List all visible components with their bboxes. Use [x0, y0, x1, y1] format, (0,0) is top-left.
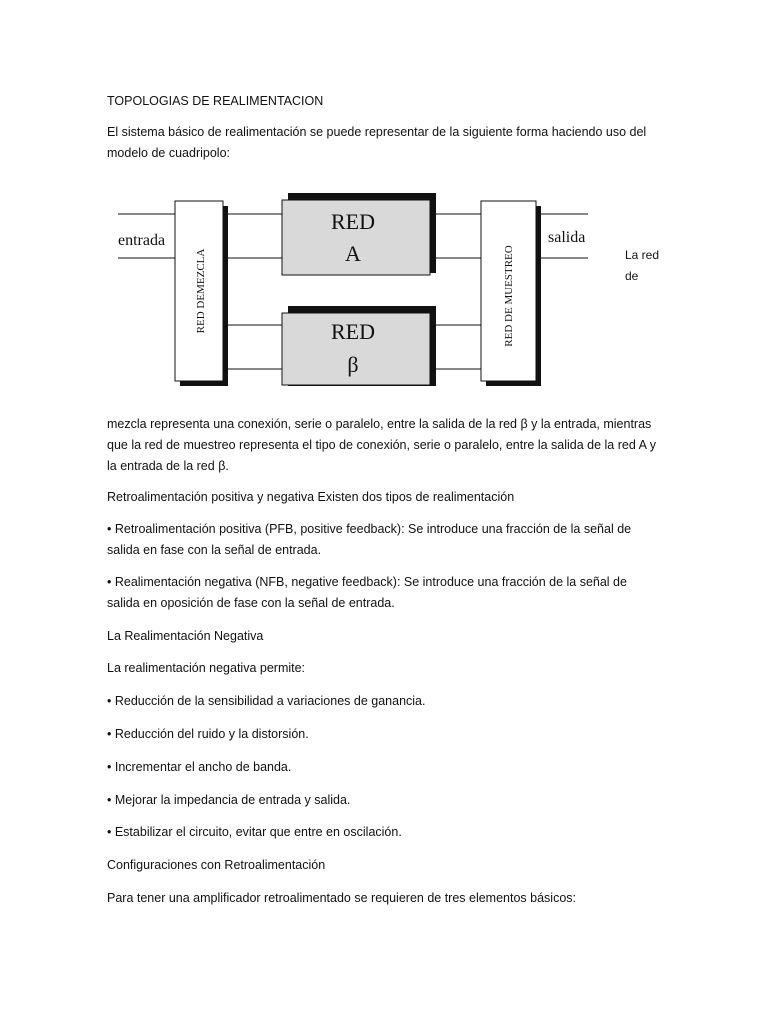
- mixer-label: RED DEMEZCLA: [195, 248, 207, 334]
- bullet-negative-feedback: • Realimentación negativa (NFB, negative feedback): Se introduce una fracción de la señal de salida en oposición de fase con la señal de entrada.: [107, 575, 627, 610]
- bullet-stability: • Estabilizar el circuito, evitar que entre en oscilación.: [107, 825, 402, 839]
- side-note: [625, 245, 685, 287]
- section-heading: TOPOLOGIAS DE REALIMENTACION: [107, 94, 324, 108]
- block-a-line2: A: [345, 241, 361, 266]
- block-a-line1: RED: [331, 209, 375, 234]
- block-b-line1: RED: [331, 319, 375, 344]
- feedback-topology-diagram: [110, 188, 600, 388]
- intro-paragraph: El sistema básico de realimentación se puede representar de la siguiente forma haciendo uso del modelo de cuadripolo:: [107, 125, 647, 160]
- bullet-sensitivity: • Reducción de la sensibilidad a variaciones de ganancia.: [107, 694, 426, 708]
- subheading-configurations: Configuraciones con Retroalimentación: [107, 858, 326, 872]
- subheading-negative-feedback: La Realimentación Negativa: [107, 629, 264, 643]
- sampler-label: RED DE MUESTREO: [503, 245, 515, 347]
- paragraph-mixer-description: mezcla representa una conexión, serie o paralelo, entre la salida de la red β y la entrada, mientras que la red de muestreo representa el tipo de conexión, serie o paralelo, entre la salida de la red A y la entrada de la red β.: [107, 417, 656, 473]
- network-a-block: [282, 193, 436, 275]
- block-b-line2: β: [347, 352, 359, 377]
- side-note-line1: La red: [625, 248, 660, 262]
- sampler-network-block: [481, 201, 541, 386]
- paragraph-feedback-types: Retroalimentación positiva y negativa Existen dos tipos de realimentación: [107, 490, 515, 504]
- paragraph-negative-allows: La realimentación negativa permite:: [107, 661, 306, 675]
- bullet-impedance: • Mejorar la impedancia de entrada y salida.: [107, 793, 351, 807]
- network-beta-block: [282, 306, 436, 386]
- output-label: salida: [548, 229, 586, 246]
- mixer-network-block: [175, 201, 228, 386]
- bullet-positive-feedback: • Retroalimentación positiva (PFB, positive feedback): Se introduce una fracción de la señal de salida en fase con la señal de entrada.: [107, 522, 632, 557]
- bullet-bandwidth: • Incrementar el ancho de banda.: [107, 760, 292, 774]
- side-note-line2: de: [625, 269, 639, 283]
- bullet-noise: • Reducción del ruido y la distorsión.: [107, 727, 309, 741]
- input-label: entrada: [118, 232, 166, 249]
- paragraph-three-elements: Para tener una amplificador retroalimentado se requieren de tres elementos básicos:: [107, 891, 577, 905]
